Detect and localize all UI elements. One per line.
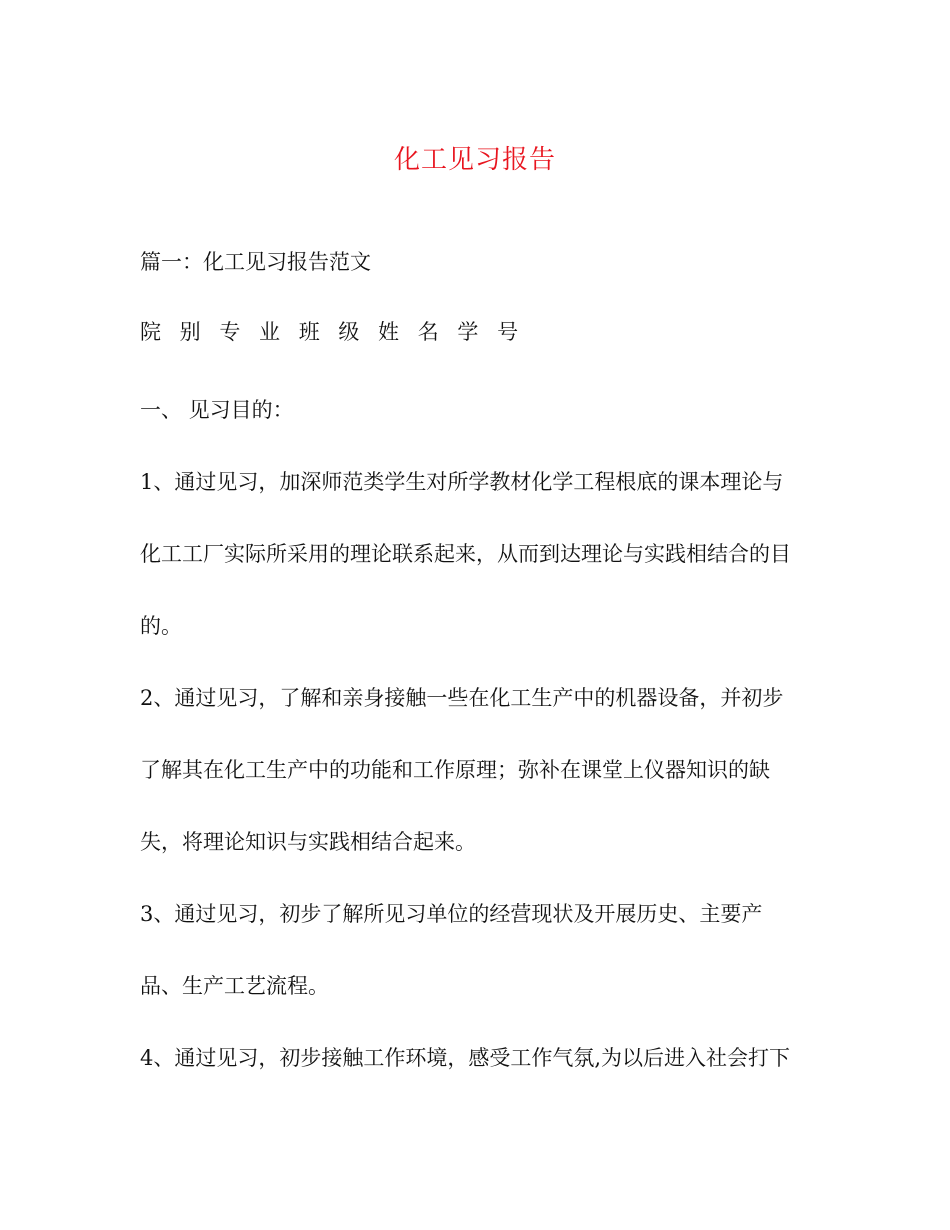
section-heading: 篇一：化工见习报告范文	[140, 250, 371, 274]
paragraph-line: 4、通过见习，初步接触工作环境，感受工作气氛,为以后进入社会打下	[140, 1046, 791, 1070]
paragraph-line: 了解其在化工生产中的功能和工作原理；弥补在课堂上仪器知识的缺	[140, 758, 770, 782]
document-title: 化工见习报告	[393, 145, 556, 175]
paragraph-line: 品、生产工艺流程。	[140, 974, 329, 998]
paragraph-line: 1、通过见习，加深师范类学生对所学教材化学工程根底的课本理论与	[140, 470, 784, 494]
subsection-heading: 一、 见习目的：	[140, 398, 294, 422]
paragraph-line: 2、通过见习，了解和亲身接触一些在化工生产中的机器设备，并初步	[140, 686, 784, 710]
paragraph-line: 失，将理论知识与实践相结合起来。	[140, 830, 476, 854]
info-fields-line: 院 别 专 业 班 级 姓 名 学 号	[140, 320, 522, 344]
paragraph-line: 3、通过见习，初步了解所见习单位的经营现状及开展历史、主要产	[140, 902, 763, 926]
paragraph-line: 化工工厂实际所采用的理论联系起来，从而到达理论与实践相结合的目	[140, 542, 791, 566]
paragraph-line: 的。	[140, 614, 182, 638]
